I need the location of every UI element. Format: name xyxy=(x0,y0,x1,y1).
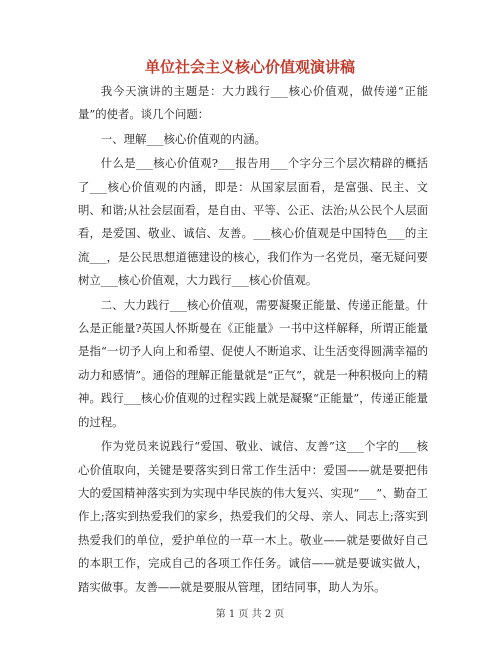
page-number-footer: 第 1 页 共 2 页 xyxy=(215,609,285,620)
paragraph-definition: 什么是___核心价值观?___报告用___个字分三个层次精辟的概括了___核心价值观的内涵，即是：从国家层面看，是富强、民主、文明、和谐;从社会层面看，是自由、平等、公正、法治;从公民个人层面看，是爱国、敬业、诚信、友善。___核心价值观是中国特色___的主流___，是公民思想道德建设的核心，我们作为一名党员，毫无疑问要树立___核心价值观，大力践行___核心价值观。 xyxy=(78,156,428,288)
paragraph-practice: 作为党员来说践行“爱国、敬业、诚信、友善”这___个字的___核心价值取向，关键是要落实到日常工作生活中：爱国——就是要把伟大的爱国精神落实到为实现中华民族的伟大复兴、实现“___”、勤奋工作上;落实到热爱我们的家乡，热爱我们的父母、亲人、同志上;落实到热爱我们的单位，爱护单位的一草一木上。敬业——就是要做好自己的本职工作，完成自己的各项工作任务。诚信——就是要诚实做人，踏实做事。友善——就是要服从管理，团结同事，助人为乐。 xyxy=(78,439,428,594)
paragraph-intro: 我今天演讲的主题是：大力践行___核心价值观，做传递“正能量”的使者。谈几个问题： xyxy=(78,84,428,122)
document-title: 单位社会主义核心价值观演讲稿 xyxy=(144,58,355,76)
paragraph-heading-two: 二、大力践行___核心价值观，需要凝聚正能量、传递正能量。什么是正能量?英国人怀斯曼在《正能量》一书中这样解释，所谓正能量是指“一切予人向上和希望、促使人不断追求、让生活变得圆满幸福的动力和感情”。通俗的理解正能量就是“正气”，就是一种积极向上的精神。践行___核心价值观的过程实践上就是凝聚“正能量”，传递正能量的过程。 xyxy=(78,297,428,429)
paragraph-heading-one: 一、理解___核心价值观的内涵。 xyxy=(100,131,266,146)
document-body xyxy=(78,80,428,600)
